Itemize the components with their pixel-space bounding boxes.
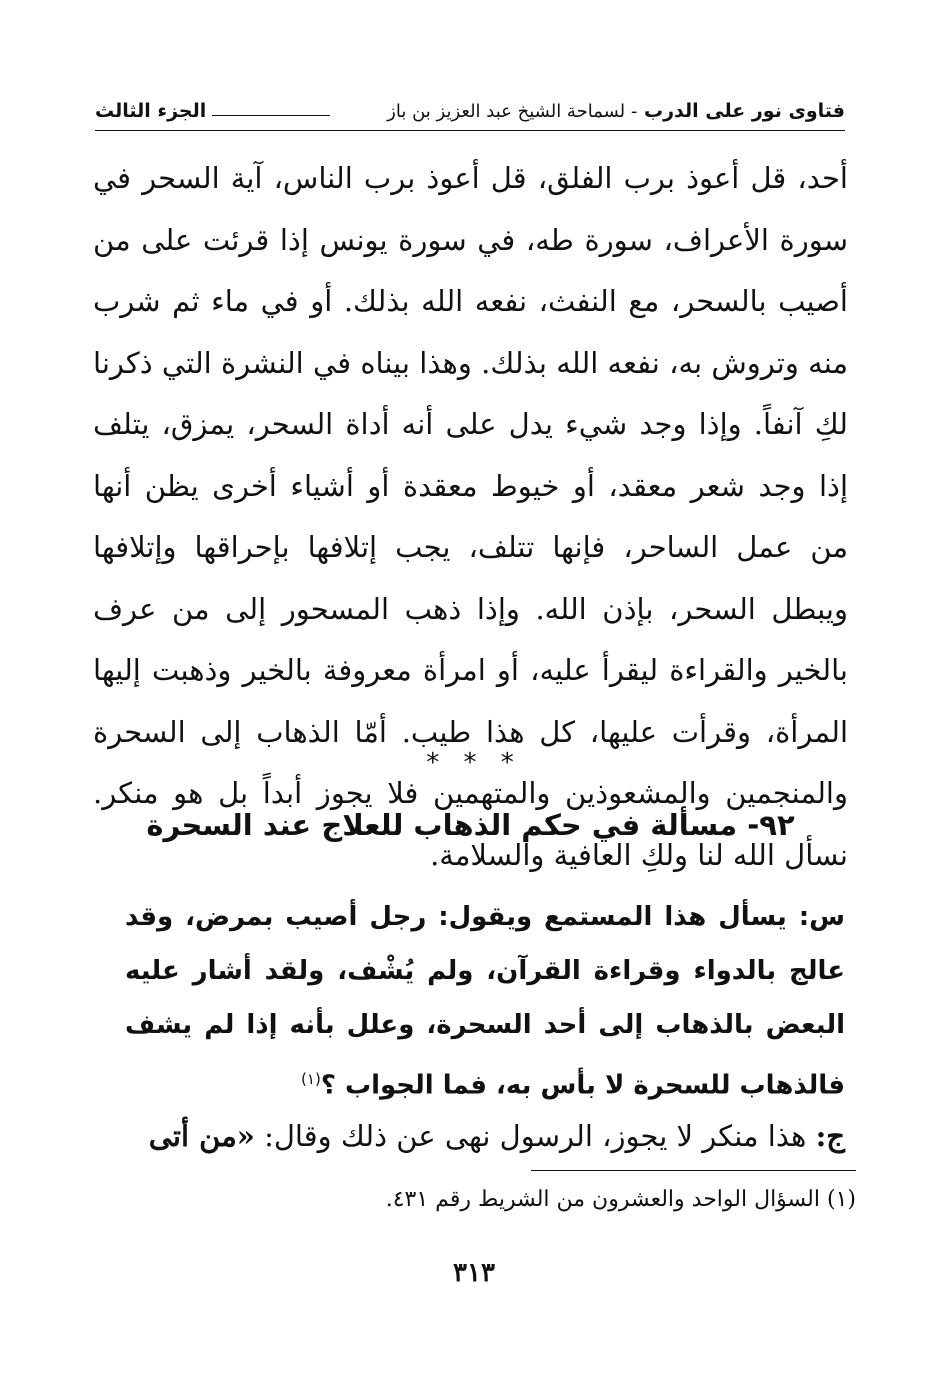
volume-label: الجزء الثالث	[95, 100, 207, 122]
series-title: فتاوى نور على الدرب	[644, 100, 845, 122]
footnote-reference: (١)	[301, 1070, 321, 1088]
header-right	[387, 100, 845, 122]
answer-quote-start: «من أتى	[148, 1119, 255, 1153]
header-left	[95, 100, 336, 122]
body-paragraph: أحد، قل أعوذ برب الفلق، قل أعوذ برب الناس، آية السحر في سورة الأعراف، سورة طه، في سورة يونس إذا قرئت على من أصيب بالسحر، مع النفث، نفعه الله بذلك. أو في ماء ثم شرب منه وتروش به، نفعه الله بذلك. وهذا بيناه في النشرة التي ذكرنا لكِ آنفاً. وإذا وجد شيء يدل على أنه أداة السحر، يمزق، يتلف إذا وجد شعر معقد، أو خيوط معقدة أو أشياء أخرى يظن أنها من عمل الساحر، فإنها تتلف، يجب إتلافها بإحراقها وإتلافها ويبطل السحر، بإذن الله. وإذا ذهب المسحور إلى من عرف بالخير والقراءة ليقرأ عليه، أو امرأة معروفة بالخير وذهبت إليها المرأة، وقرأت عليها، كل هذا طيب. أمّا الذهاب إلى السحرة والمنجمين والمشعوذين والمتهمين فلا يجوز أبداً بل هو منكر. نسأل الله لنا ولكِ العافية والسلامة.	[93, 161, 848, 872]
section-title: مسألة في حكم الذهاب للعلاج عند السحرة	[146, 808, 738, 842]
answer-text: هذا منكر لا يجوز، الرسول نهى عن ذلك وقال:	[264, 1119, 807, 1153]
header-divider	[95, 130, 845, 131]
section-heading	[93, 808, 848, 842]
footnote-rule	[531, 1170, 856, 1171]
section-number: ٩٢-	[747, 808, 795, 842]
question-block	[125, 890, 845, 1113]
footnote: (١) السؤال الواحد والعشرون من الشريط رقم ٤٣١.	[385, 1187, 856, 1212]
answer-block	[93, 1106, 845, 1166]
header-rule	[212, 115, 330, 116]
answer-prefix: ج:	[815, 1119, 845, 1153]
page-number: ٣١٣	[453, 1258, 495, 1288]
section-separator: * * *	[426, 748, 522, 778]
author-name: - لسماحة الشيخ عبد العزيز بن باز	[387, 101, 638, 122]
question-prefix: س:	[798, 902, 845, 932]
running-header	[95, 94, 845, 128]
question-text: يسأل هذا المستمع ويقول: رجل أصيب بمرض، وقد عالج بالدواء وقراءة القرآن، ولم يُشْف، ولقد أشار عليه البعض بالذهاب إلى أحد السحرة، وعلل بأنه إذا لم يشف فالذهاب للسحرة لا بأس به، فما الجواب ؟	[125, 902, 845, 1101]
